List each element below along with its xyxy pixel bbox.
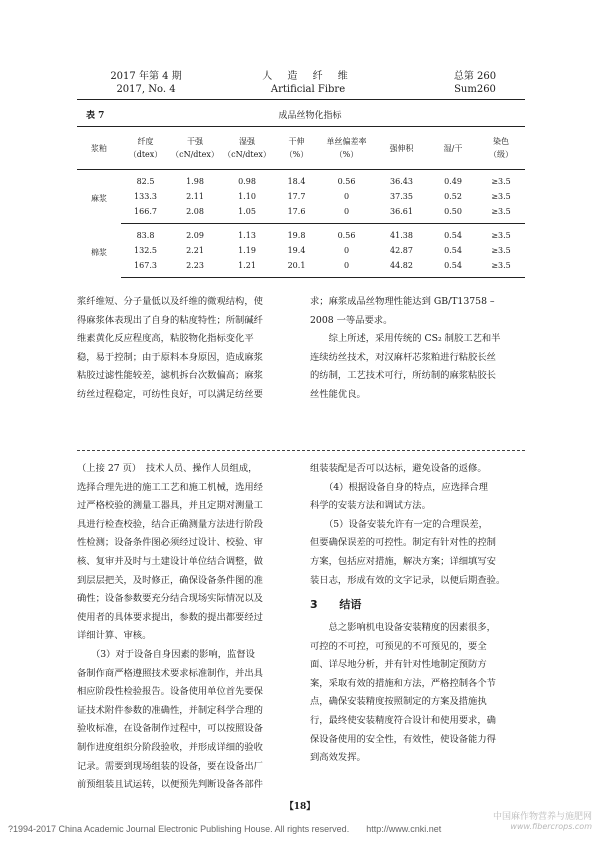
table-cell: 17.6: [274, 204, 319, 224]
table-cell: 0.54: [429, 258, 477, 278]
text-line: 浆纤维短、分子量低以及纤维的微观结构，使: [77, 296, 263, 307]
table-cell: ≥3.5: [477, 258, 525, 278]
text-line: 可控的不可控，可预见的不可预见的，要全: [310, 640, 487, 652]
table-cell: 1.98: [186, 177, 204, 186]
table-cell: ≥3.5: [477, 204, 525, 224]
text-line: 前预组装且试运转，以便预先判断设备各部件: [77, 779, 263, 791]
table-header-row: [77, 127, 525, 170]
lower-right-column-a: [310, 460, 526, 590]
upper-right-column: [310, 293, 526, 405]
text-line: 组装装配是否可以达标，避免设备的返修。: [310, 463, 487, 474]
text-line: 过严格校验的测量工器具，并且定期对测量工: [77, 500, 263, 512]
table-cell: 17.7: [287, 192, 306, 201]
header-deviation: 单丝偏差率 （%）: [326, 137, 367, 159]
text-line: 稳，易于控制；由于原料本身原因，造成麻浆: [77, 351, 263, 363]
header-rule: [77, 99, 525, 100]
table-cell: 36.61: [374, 204, 429, 224]
table-row: [77, 170, 525, 190]
table-cell: 133.3: [134, 192, 157, 201]
issue-cn: 2017 年第 4 期: [110, 71, 182, 82]
table-cell: 0.56: [337, 177, 356, 186]
journal-issue: [106, 70, 186, 96]
pulp-type-cell: 麻浆: [91, 194, 107, 204]
watermark: [472, 809, 592, 831]
table-cell: 18.4: [287, 177, 306, 186]
table-cell: 2.21: [186, 246, 204, 255]
watermark-cn: 中国麻作物营养与施肥网: [492, 812, 592, 822]
journal-sum: [440, 70, 510, 96]
table-cell: 1.05: [220, 204, 274, 224]
text-line: 科学的安装方法和调试方法。: [310, 500, 431, 512]
issue-en: 2017, No. 4: [116, 84, 176, 95]
table-cell: 166.7: [121, 204, 170, 224]
text-line: 连续纺丝技术，对汉麻杆芯浆粕进行粘胶长丝: [310, 351, 496, 363]
table-cell: 0.56: [337, 231, 356, 240]
text-line: 行，最终使安装精度符合设计和使用要求，确: [310, 714, 496, 726]
watermark-url: www.fibercrops.com: [510, 822, 592, 831]
hemp-pulp-group: [77, 170, 525, 224]
text-line: 保设备使用的安全性，有效性，使设备能力得: [310, 733, 496, 745]
text-line: 确性；设备参数要充分结合现场实际情况以及: [77, 593, 263, 605]
upper-left-column: [77, 293, 293, 405]
text-line: 制作进度组织分阶段验收，并形成详细的验收: [77, 741, 263, 753]
header-dry-strength: 干强 （cN/dtex）: [171, 137, 219, 159]
table-label: 表 7: [86, 111, 105, 121]
table-cell: 2.23: [170, 258, 220, 278]
table-row: [77, 258, 525, 278]
sum-cn: 总第 260: [453, 71, 497, 82]
text-line: 点，确保安装精度按照制定的方案及措施执: [310, 696, 487, 708]
table-cell: ≥3.5: [491, 177, 511, 186]
lower-right-column-b: [310, 619, 526, 768]
table-cell: 19.4: [287, 246, 306, 255]
text-line: 纺丝过程稳定，可纺性良好，可以满足纺丝要: [77, 388, 263, 400]
table-cell: 1.10: [238, 192, 256, 201]
table-cell: 0.98: [238, 177, 256, 186]
text-line: 方案，包括应对措施，解决方案；详细填写安: [310, 555, 496, 567]
journal-title-cn: 人 造 纤 维: [262, 71, 354, 82]
table-title: 成品丝物化指标: [278, 111, 342, 121]
text-line: 粘胶过滤性能较差，滤机拆台次数偏高；麻浆: [77, 370, 263, 382]
header-denier: 纤度 （dtex）: [128, 137, 163, 159]
table-cell: 2.08: [170, 204, 220, 224]
table-row: [77, 204, 525, 224]
text-line: 综上所述，采用传统的 CS₂ 制胶工艺和半: [310, 333, 501, 345]
header-dyeing: 染色 （级）: [489, 137, 513, 159]
table-row: [77, 243, 525, 258]
section-divider: [77, 450, 525, 451]
page-number: 【18】: [284, 802, 316, 812]
table-cell: 0: [343, 192, 350, 201]
text-line: （3）对于设备自身因素的影响，监督设: [77, 648, 255, 660]
text-line: 验收标准，在设备制作过程中，可以按照设备: [77, 723, 263, 735]
header-strength-elongation: 强伸积: [389, 143, 414, 153]
text-line: 记录。需要到现场组装的设备，要在设备出厂: [77, 760, 263, 772]
table-cell: ≥3.5: [491, 246, 511, 255]
section-title: 结语: [339, 598, 362, 611]
table-cell: 0: [319, 258, 374, 278]
table-cell: 167.3: [121, 258, 170, 278]
table-cell: 20.1: [274, 258, 319, 278]
table-cell: 44.82: [374, 258, 429, 278]
text-line: 到高效发挥。: [310, 752, 366, 764]
text-line: 证技术附件参数的准确性，并制定科学合理的: [77, 704, 263, 716]
table-cell: 0.50: [429, 204, 477, 224]
table-cell: 132.5: [134, 246, 157, 255]
table-cell: ≥3.5: [491, 192, 511, 201]
table-cell: 82.5: [136, 177, 155, 186]
text-line: （5）设备安装允许有一定的合理误差，: [310, 518, 488, 530]
cotton-pulp-group: [77, 224, 525, 278]
text-line: 2008 一等品要求。: [310, 314, 393, 326]
table-cell: 19.8: [287, 231, 306, 240]
table-cell: 0.54: [444, 246, 462, 255]
journal-title-en: Artificial Fibre: [270, 84, 346, 95]
text-line: 性检测；设备条件图必须经过设计、校验、审: [77, 537, 263, 549]
text-line: （4）根据设备自身的特点，应选择合理: [310, 481, 488, 493]
table-cell: 83.8: [136, 231, 155, 240]
text-line: 选择合理先进的施工工艺和施工机械，选用经: [77, 481, 263, 493]
table-cell: 0.54: [444, 231, 462, 240]
lower-left-column: [77, 460, 293, 795]
table-row: [77, 189, 525, 204]
text-line: 具进行检查校验，结合正确测量方法进行阶段: [77, 518, 263, 530]
text-line: 装日志，形成有效的文字记录，以便后期查验。: [310, 574, 506, 586]
text-line: 但要确保误差的可控性。制定有针对性的控制: [310, 537, 496, 549]
table-cell: 36.43: [390, 177, 413, 186]
header-pulp: 浆粕: [91, 143, 107, 153]
journal-title: [248, 70, 368, 96]
text-line: 得麻浆体表现出了自身的粘度特性；所制碱纤: [77, 314, 263, 326]
text-line: 总之影响机电设备安装精度的因素很多，: [310, 622, 496, 633]
sum-en: Sum260: [454, 84, 496, 95]
text-line: 的纺制，工艺技术可行，所纺制的麻浆粘胶长: [310, 370, 496, 382]
table-cell: 41.38: [390, 231, 413, 240]
text-line: 核、复审并及时与土建设计单位结合调整，做: [77, 555, 263, 567]
table-cell: 0: [319, 204, 374, 224]
text-line: 案，采取有效的措施和方法，严格控制各个节: [310, 677, 496, 689]
table-row: [77, 224, 525, 244]
table-cell: 0: [343, 246, 350, 255]
copyright-text: ?1994-2017 China Academic Journal Electronic Publishing House. All rights reserved.: [8, 824, 350, 834]
section-heading: [310, 596, 361, 612]
text-line: 相应阶段性检验报告。设备使用单位首先要保: [77, 686, 263, 698]
text-line: 备制作商严格遵照技术要求标准制作，并出具: [77, 667, 263, 679]
header-wet-strength: 湿强 （cN/dtex）: [223, 137, 271, 159]
header-dry-elongation: 干伸 （%）: [284, 137, 309, 159]
header-wet-dry: 湿/干: [443, 143, 463, 153]
table-cell: 1.19: [238, 246, 256, 255]
text-line: 详细计算、审核。: [77, 630, 152, 642]
table-cell: 0.49: [444, 177, 462, 186]
text-line: 到层层把关，及时修正，确保设备条件图的准: [77, 574, 263, 586]
table-cell: 2.09: [186, 231, 204, 240]
table-cell: 1.13: [238, 231, 256, 240]
text-line: 使用者的具体要求提出，参数的提出都要经过: [77, 611, 263, 623]
table-cell: 1.21: [220, 258, 274, 278]
text-line: 面、详尽地分析，并有针对性地制定预防方: [310, 659, 487, 671]
text-line: （上接 27 页） 技术人员、操作人员组成，: [77, 463, 258, 474]
text-line: 维素黄化反应程度高，粘胶物化指标变化平: [77, 333, 254, 345]
pulp-type-cell: 棉浆: [91, 248, 107, 257]
table-cell: 0.52: [444, 192, 462, 201]
text-line: 丝性能优良。: [310, 388, 366, 400]
properties-table: [77, 126, 525, 278]
table-cell: ≥3.5: [491, 231, 511, 240]
table-cell: 37.35: [390, 192, 413, 201]
cnki-link[interactable]: http://www.cnki.net: [366, 824, 442, 834]
section-number: 3: [310, 598, 318, 611]
table-cell: 42.87: [390, 246, 413, 255]
text-line: 求；麻浆成品丝物理性能达到 GB/T13758 –: [310, 296, 495, 307]
table-cell: 2.11: [186, 192, 204, 201]
